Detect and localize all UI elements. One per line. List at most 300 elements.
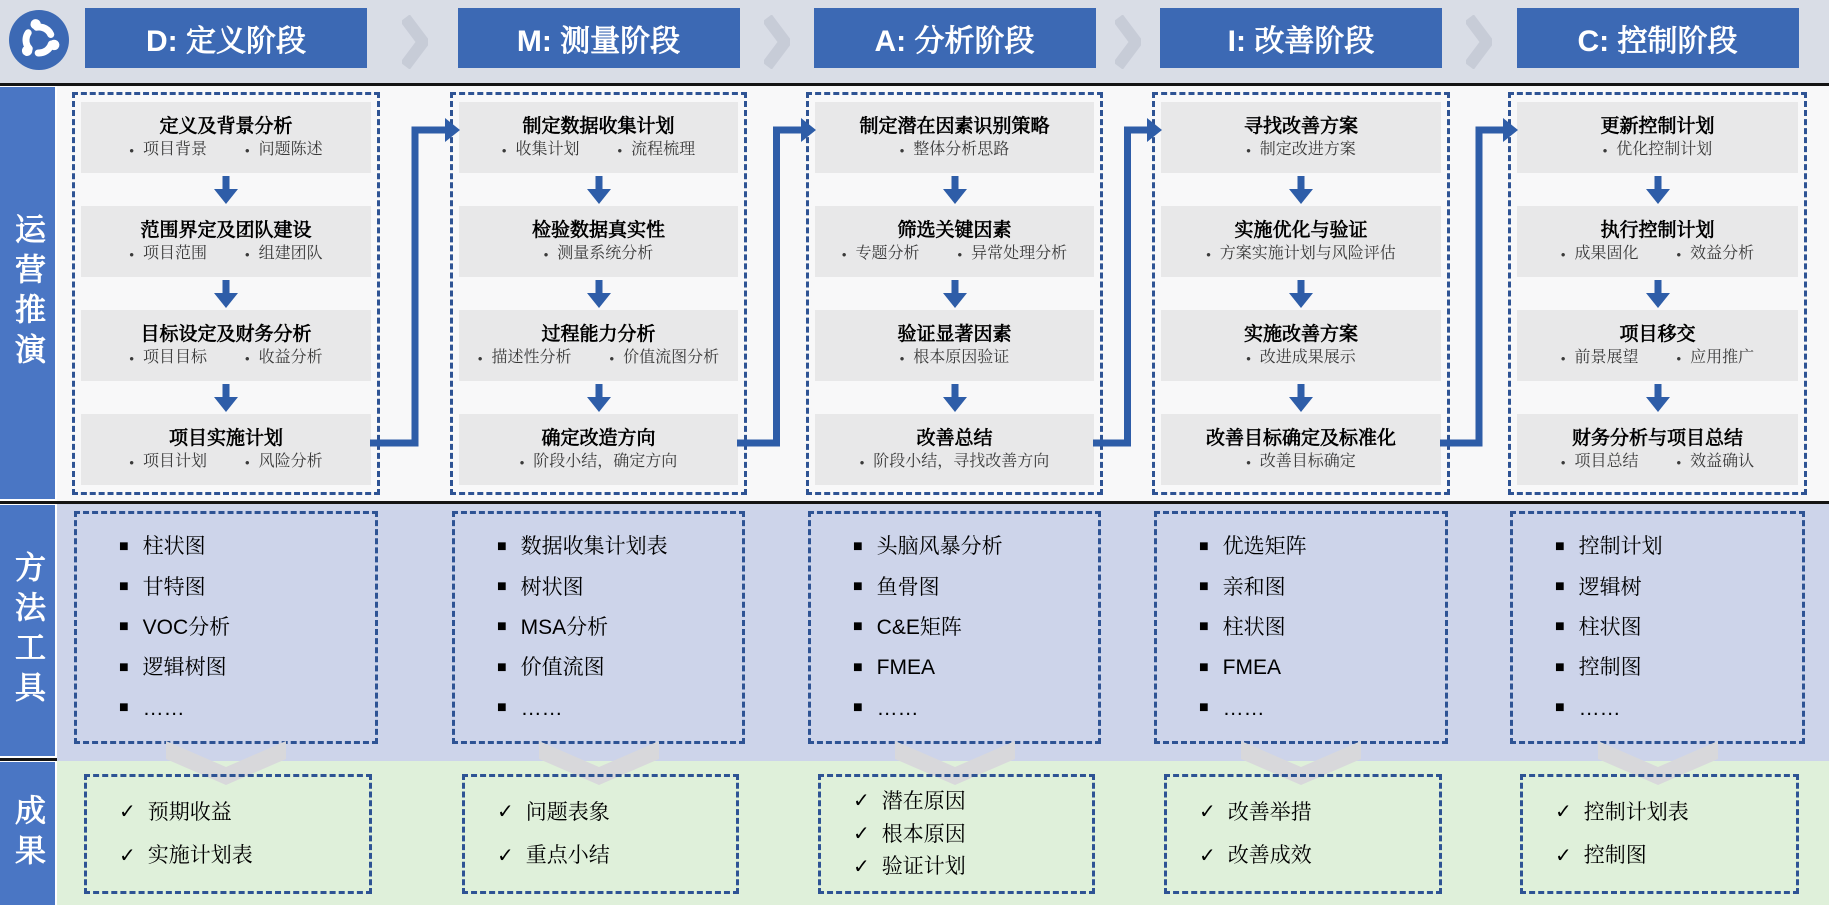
step-bullet-row — [459, 142, 738, 158]
process-step — [81, 414, 371, 485]
bullet-dot-icon: • — [1206, 246, 1211, 262]
tool-label: 逻辑树 — [1578, 575, 1642, 599]
process-step — [81, 310, 371, 381]
step-bullet — [958, 246, 1068, 262]
bullet-dot-icon: • — [1246, 350, 1251, 366]
result-item — [1199, 845, 1435, 866]
square-bullet-icon: ■ — [497, 699, 507, 717]
results-box — [1164, 774, 1442, 894]
tool-item — [497, 617, 738, 638]
bullet-dot-icon: • — [129, 142, 134, 158]
tool-label: 甘特图 — [142, 575, 206, 599]
tool-item — [853, 657, 1094, 678]
step-title: 实施优化与验证 — [1234, 219, 1368, 241]
step-bullet — [129, 142, 207, 158]
ops-stage-box — [450, 92, 747, 495]
down-arrow-icon — [1645, 384, 1671, 412]
process-step — [1517, 414, 1798, 485]
tool-item — [497, 536, 738, 557]
result-label: 改善成效 — [1227, 844, 1312, 868]
result-item — [1555, 802, 1792, 823]
tool-label: C&E矩阵 — [876, 615, 962, 639]
tool-item — [1199, 536, 1441, 557]
bullet-text: 成果固化 — [1574, 245, 1639, 263]
tool-label: 柱状图 — [142, 535, 206, 559]
square-bullet-icon: ■ — [1555, 658, 1565, 676]
bullet-text: 项目目标 — [142, 349, 207, 367]
square-bullet-icon: ■ — [1199, 699, 1209, 717]
step-bullet — [900, 142, 1010, 158]
tools-box — [1510, 511, 1805, 744]
result-item — [1555, 845, 1792, 866]
bullet-dot-icon: • — [859, 454, 865, 470]
bullet-text: 优化控制计划 — [1616, 141, 1713, 159]
tool-label: …… — [520, 696, 563, 720]
step-bullet-row — [815, 142, 1094, 158]
square-bullet-icon: ■ — [1199, 537, 1209, 555]
process-step — [1161, 102, 1441, 173]
sidebar-section-operations — [0, 87, 55, 499]
bullet-text: 异常处理分析 — [971, 245, 1068, 263]
bullet-text: 项目背景 — [142, 141, 207, 159]
step-bullet-row — [81, 454, 371, 470]
step-bullet — [245, 454, 323, 470]
step-bullet-row — [815, 350, 1094, 366]
bullet-text: 阶段小结，寻找改善方向 — [873, 453, 1050, 471]
down-arrow-icon — [942, 176, 968, 204]
step-bullet — [544, 246, 654, 262]
step-bullet — [1677, 246, 1755, 262]
step-bullet-row — [459, 246, 738, 262]
bullet-text: 根本原因验证 — [913, 349, 1010, 367]
square-bullet-icon: ■ — [853, 658, 863, 676]
bullet-dot-icon: • — [129, 246, 134, 262]
tool-item — [1199, 577, 1441, 598]
step-title: 过程能力分析 — [541, 323, 656, 345]
bullet-dot-icon: • — [1246, 454, 1251, 470]
down-arrow-icon — [586, 176, 612, 204]
bullet-text: 价值流图分析 — [623, 349, 720, 367]
square-bullet-icon: ■ — [1555, 618, 1565, 636]
square-bullet-icon: ■ — [853, 699, 863, 717]
bullet-dot-icon: • — [1560, 454, 1566, 470]
step-bullet — [129, 350, 207, 366]
tool-label: 亲和图 — [1222, 575, 1286, 599]
step-title: 制定潜在因素识别策略 — [859, 115, 1050, 137]
bullet-dot-icon: • — [129, 454, 134, 470]
bullet-dot-icon: • — [899, 142, 905, 158]
bullet-dot-icon: • — [1676, 246, 1682, 262]
bullet-dot-icon: • — [1676, 454, 1682, 470]
process-step — [815, 310, 1094, 381]
down-arrow-icon — [1645, 280, 1671, 308]
square-bullet-icon: ■ — [1199, 658, 1209, 676]
bullet-dot-icon: • — [1560, 246, 1566, 262]
bullet-dot-icon: • — [1676, 350, 1682, 366]
results-box — [462, 774, 739, 894]
bullet-dot-icon: • — [1246, 142, 1251, 158]
divider-line — [0, 758, 57, 761]
bullet-text: 组建团队 — [258, 245, 323, 263]
tool-item — [1199, 657, 1441, 678]
step-bullet — [1246, 350, 1356, 366]
ops-stage-box — [72, 92, 380, 495]
step-bullet — [1206, 246, 1396, 262]
process-step — [1161, 206, 1441, 277]
step-title: 检验数据真实性 — [531, 219, 665, 241]
result-item — [497, 845, 732, 866]
step-bullet — [502, 142, 580, 158]
step-bullet-row — [1161, 350, 1441, 366]
sidebar-section-tools — [0, 505, 55, 756]
three-ring-process-logo-icon — [8, 9, 70, 71]
bullet-text: 改善目标确定 — [1259, 453, 1356, 471]
tool-label: 柱状图 — [1578, 615, 1642, 639]
square-bullet-icon: ■ — [1555, 578, 1565, 596]
ops-stage-box — [806, 92, 1103, 495]
tools-box — [808, 511, 1101, 744]
tool-item — [119, 698, 371, 719]
results-box — [1520, 774, 1799, 894]
tool-label: …… — [1578, 696, 1621, 720]
step-bullet-row — [1161, 246, 1441, 262]
result-item — [853, 824, 1088, 845]
process-step — [81, 102, 371, 173]
tool-label: 价值流图 — [520, 656, 605, 680]
bullet-text: 描述性分析 — [491, 349, 572, 367]
step-title: 更新控制计划 — [1600, 115, 1715, 137]
ops-stage-box — [1152, 92, 1450, 495]
tool-item — [853, 698, 1094, 719]
result-label: 潜在原因 — [881, 789, 966, 813]
tool-label: MSA分析 — [520, 615, 609, 639]
step-bullet — [1246, 454, 1356, 470]
step-bullet-row — [81, 246, 371, 262]
result-item — [853, 791, 1088, 812]
step-title: 定义及背景分析 — [159, 115, 293, 137]
square-bullet-icon: ■ — [1555, 537, 1565, 555]
step-title: 项目实施计划 — [168, 427, 283, 449]
down-arrow-icon — [1645, 176, 1671, 204]
phase-chevron-right-icon — [1466, 15, 1492, 69]
bullet-dot-icon: • — [617, 142, 623, 158]
tool-item — [497, 698, 738, 719]
result-item — [853, 856, 1088, 877]
result-item — [1199, 802, 1435, 823]
bullet-text: 收益分析 — [258, 349, 323, 367]
step-bullet-row — [1161, 142, 1441, 158]
bullet-dot-icon: • — [519, 454, 525, 470]
step-bullet — [245, 142, 323, 158]
bullet-text: 前景展望 — [1574, 349, 1639, 367]
bullet-text: 改进成果展示 — [1259, 349, 1356, 367]
check-icon: ✓ — [119, 844, 136, 867]
bullet-dot-icon: • — [245, 454, 250, 470]
sidebar-label: 运营推演 — [10, 213, 45, 373]
result-label: 根本原因 — [881, 822, 966, 846]
step-title: 验证显著因素 — [897, 323, 1012, 345]
process-step — [81, 206, 371, 277]
sidebar-label: 方法工具 — [10, 550, 45, 711]
square-bullet-icon: ■ — [119, 618, 129, 636]
tool-label: 优选矩阵 — [1222, 535, 1307, 559]
square-bullet-icon: ■ — [119, 537, 129, 555]
result-label: 重点小结 — [525, 844, 610, 868]
bullet-text: 流程梳理 — [631, 141, 696, 159]
divider-line — [0, 501, 1829, 504]
bullet-dot-icon: • — [501, 142, 507, 158]
step-bullet — [1677, 350, 1755, 366]
check-icon: ✓ — [1199, 801, 1216, 824]
square-bullet-icon: ■ — [1199, 618, 1209, 636]
result-label: 改善举措 — [1227, 800, 1312, 824]
tool-label: 控制计划 — [1578, 535, 1663, 559]
check-icon: ✓ — [497, 801, 514, 824]
bullet-dot-icon: • — [609, 350, 615, 366]
bullet-dot-icon: • — [129, 350, 134, 366]
check-icon: ✓ — [1199, 844, 1216, 867]
step-bullet — [245, 246, 323, 262]
result-label: 控制计划表 — [1583, 800, 1689, 824]
check-icon: ✓ — [1555, 801, 1572, 824]
process-step — [459, 414, 738, 485]
square-bullet-icon: ■ — [497, 537, 507, 555]
process-step — [459, 206, 738, 277]
step-bullet-row — [1161, 454, 1441, 470]
bullet-text: 效益分析 — [1690, 245, 1755, 263]
step-bullet-row — [459, 454, 738, 470]
tool-item — [853, 617, 1094, 638]
step-bullet-row — [1517, 246, 1798, 262]
check-icon: ✓ — [1555, 844, 1572, 867]
step-title: 确定改造方向 — [541, 427, 656, 449]
square-bullet-icon: ■ — [497, 618, 507, 636]
down-arrow-icon — [942, 280, 968, 308]
step-bullet — [900, 350, 1010, 366]
phase-chevron-right-icon — [1115, 15, 1141, 69]
phase-chevron-right-icon — [402, 15, 428, 69]
down-arrow-icon — [213, 384, 239, 412]
step-bullet — [610, 350, 720, 366]
phase-header-2: M: 测量阶段 — [458, 8, 740, 68]
bullet-text: 阶段小结，确定方向 — [533, 453, 678, 471]
step-bullet — [1561, 350, 1639, 366]
step-bullet-row — [815, 246, 1094, 262]
step-title: 范围界定及团队建设 — [140, 219, 312, 241]
process-step — [815, 102, 1094, 173]
stage-connector-arrow — [1438, 96, 1520, 474]
square-bullet-icon: ■ — [497, 578, 507, 596]
step-bullet — [618, 142, 696, 158]
square-bullet-icon: ■ — [119, 699, 129, 717]
step-bullet-row — [81, 350, 371, 366]
step-bullet — [1561, 246, 1639, 262]
step-bullet — [129, 246, 207, 262]
step-title: 寻找改善方案 — [1243, 115, 1358, 137]
process-step — [1517, 310, 1798, 381]
tool-item — [1555, 577, 1798, 598]
step-bullet-row — [81, 142, 371, 158]
bullet-dot-icon: • — [957, 246, 963, 262]
process-step — [1161, 310, 1441, 381]
bullet-text: 项目范围 — [142, 245, 207, 263]
sidebar-section-results — [0, 762, 55, 905]
step-title: 制定数据收集计划 — [522, 115, 675, 137]
step-bullet — [1561, 454, 1639, 470]
tool-label: 鱼骨图 — [876, 575, 940, 599]
tool-item — [1199, 698, 1441, 719]
down-arrow-icon — [942, 384, 968, 412]
divider-line — [0, 83, 1829, 86]
process-step — [1161, 414, 1441, 485]
process-step — [815, 206, 1094, 277]
ops-stage-box — [1508, 92, 1807, 495]
tool-label: 柱状图 — [1222, 615, 1286, 639]
tool-item — [119, 657, 371, 678]
tool-label: 头脑风暴分析 — [876, 535, 1003, 559]
check-icon: ✓ — [497, 844, 514, 867]
phase-chevron-right-icon — [764, 15, 790, 69]
step-title: 财务分析与项目总结 — [1571, 427, 1743, 449]
square-bullet-icon: ■ — [853, 578, 863, 596]
tool-item — [497, 657, 738, 678]
stage-connector-arrow — [735, 96, 818, 474]
result-label: 问题表象 — [525, 800, 610, 824]
step-bullet — [1677, 454, 1755, 470]
process-step — [459, 310, 738, 381]
bullet-text: 项目计划 — [142, 453, 207, 471]
tool-label: …… — [1222, 696, 1265, 720]
step-title: 执行控制计划 — [1600, 219, 1715, 241]
bullet-text: 项目总结 — [1574, 453, 1639, 471]
square-bullet-icon: ■ — [119, 578, 129, 596]
bullet-dot-icon: • — [245, 350, 250, 366]
result-label: 预期收益 — [147, 800, 232, 824]
bullet-text: 方案实施计划与风险评估 — [1219, 245, 1396, 263]
bullet-text: 制定改进方案 — [1259, 141, 1356, 159]
bullet-text: 收集计划 — [515, 141, 580, 159]
down-arrow-icon — [586, 280, 612, 308]
stage-connector-arrow — [1091, 96, 1164, 474]
tool-label: …… — [876, 696, 919, 720]
stage-connector-arrow — [368, 96, 462, 474]
phase-header-3: A: 分析阶段 — [814, 8, 1096, 68]
tools-box — [452, 511, 745, 744]
bullet-text: 整体分析思路 — [913, 141, 1010, 159]
tool-item — [119, 617, 371, 638]
tool-item — [497, 577, 738, 598]
step-bullet-row — [1517, 454, 1798, 470]
result-label: 实施计划表 — [147, 844, 253, 868]
square-bullet-icon: ■ — [119, 658, 129, 676]
tool-item — [853, 577, 1094, 598]
process-step — [1517, 206, 1798, 277]
down-arrow-icon — [1288, 280, 1314, 308]
step-bullet — [478, 350, 572, 366]
step-title: 实施改善方案 — [1243, 323, 1358, 345]
process-step — [1517, 102, 1798, 173]
tools-box — [74, 511, 378, 744]
bullet-dot-icon: • — [477, 350, 483, 366]
results-box — [818, 774, 1095, 894]
square-bullet-icon: ■ — [853, 618, 863, 636]
check-icon: ✓ — [853, 790, 870, 813]
step-bullet — [842, 246, 920, 262]
tool-item — [1199, 617, 1441, 638]
bullet-dot-icon: • — [245, 142, 250, 158]
sidebar-label: 成果 — [10, 793, 45, 874]
step-bullet-row — [1517, 350, 1798, 366]
result-label: 验证计划 — [881, 855, 966, 879]
tool-item — [853, 536, 1094, 557]
phase-header-5: C: 控制阶段 — [1517, 8, 1799, 68]
down-arrow-icon — [213, 280, 239, 308]
process-step — [459, 102, 738, 173]
check-icon: ✓ — [853, 823, 870, 845]
square-bullet-icon: ■ — [497, 658, 507, 676]
bullet-text: 风险分析 — [258, 453, 323, 471]
step-bullet-row — [1517, 142, 1798, 158]
step-bullet — [520, 454, 678, 470]
step-bullet — [245, 350, 323, 366]
step-title: 目标设定及财务分析 — [140, 323, 312, 345]
step-bullet — [1246, 142, 1356, 158]
check-icon: ✓ — [119, 801, 136, 824]
down-arrow-icon — [1288, 384, 1314, 412]
tool-label: 数据收集计划表 — [520, 535, 668, 559]
result-label: 控制图 — [1583, 844, 1647, 868]
square-bullet-icon: ■ — [1199, 578, 1209, 596]
tool-label: FMEA — [1222, 656, 1282, 680]
step-bullet — [129, 454, 207, 470]
bullet-dot-icon: • — [543, 246, 549, 262]
tool-item — [1555, 536, 1798, 557]
tool-item — [1555, 698, 1798, 719]
tool-item — [119, 536, 371, 557]
tool-label: 控制图 — [1578, 656, 1642, 680]
result-item — [497, 802, 732, 823]
process-step — [815, 414, 1094, 485]
bullet-text: 问题陈述 — [258, 141, 323, 159]
step-bullet-row — [459, 350, 738, 366]
tool-label: …… — [142, 696, 185, 720]
down-arrow-icon — [1288, 176, 1314, 204]
bullet-dot-icon: • — [1602, 142, 1608, 158]
phase-header-4: I: 改善阶段 — [1160, 8, 1442, 68]
step-title: 改善目标确定及标准化 — [1205, 427, 1396, 449]
tool-item — [1555, 617, 1798, 638]
bullet-text: 应用推广 — [1690, 349, 1755, 367]
step-bullet-row — [815, 454, 1094, 470]
results-box — [84, 774, 372, 894]
step-title: 筛选关键因素 — [897, 219, 1012, 241]
tools-box — [1154, 511, 1448, 744]
result-item — [119, 802, 365, 823]
tool-item — [119, 577, 371, 598]
bullet-text: 测量系统分析 — [557, 245, 654, 263]
tool-label: 逻辑树图 — [142, 656, 227, 680]
bullet-dot-icon: • — [1560, 350, 1566, 366]
tool-label: 树状图 — [520, 575, 584, 599]
step-bullet — [860, 454, 1050, 470]
bullet-dot-icon: • — [841, 246, 847, 262]
result-item — [119, 845, 365, 866]
tool-label: VOC分析 — [142, 615, 231, 639]
bullet-text: 效益确认 — [1690, 453, 1755, 471]
check-icon: ✓ — [853, 855, 870, 878]
tool-label: FMEA — [876, 656, 936, 680]
step-title: 改善总结 — [916, 427, 993, 449]
